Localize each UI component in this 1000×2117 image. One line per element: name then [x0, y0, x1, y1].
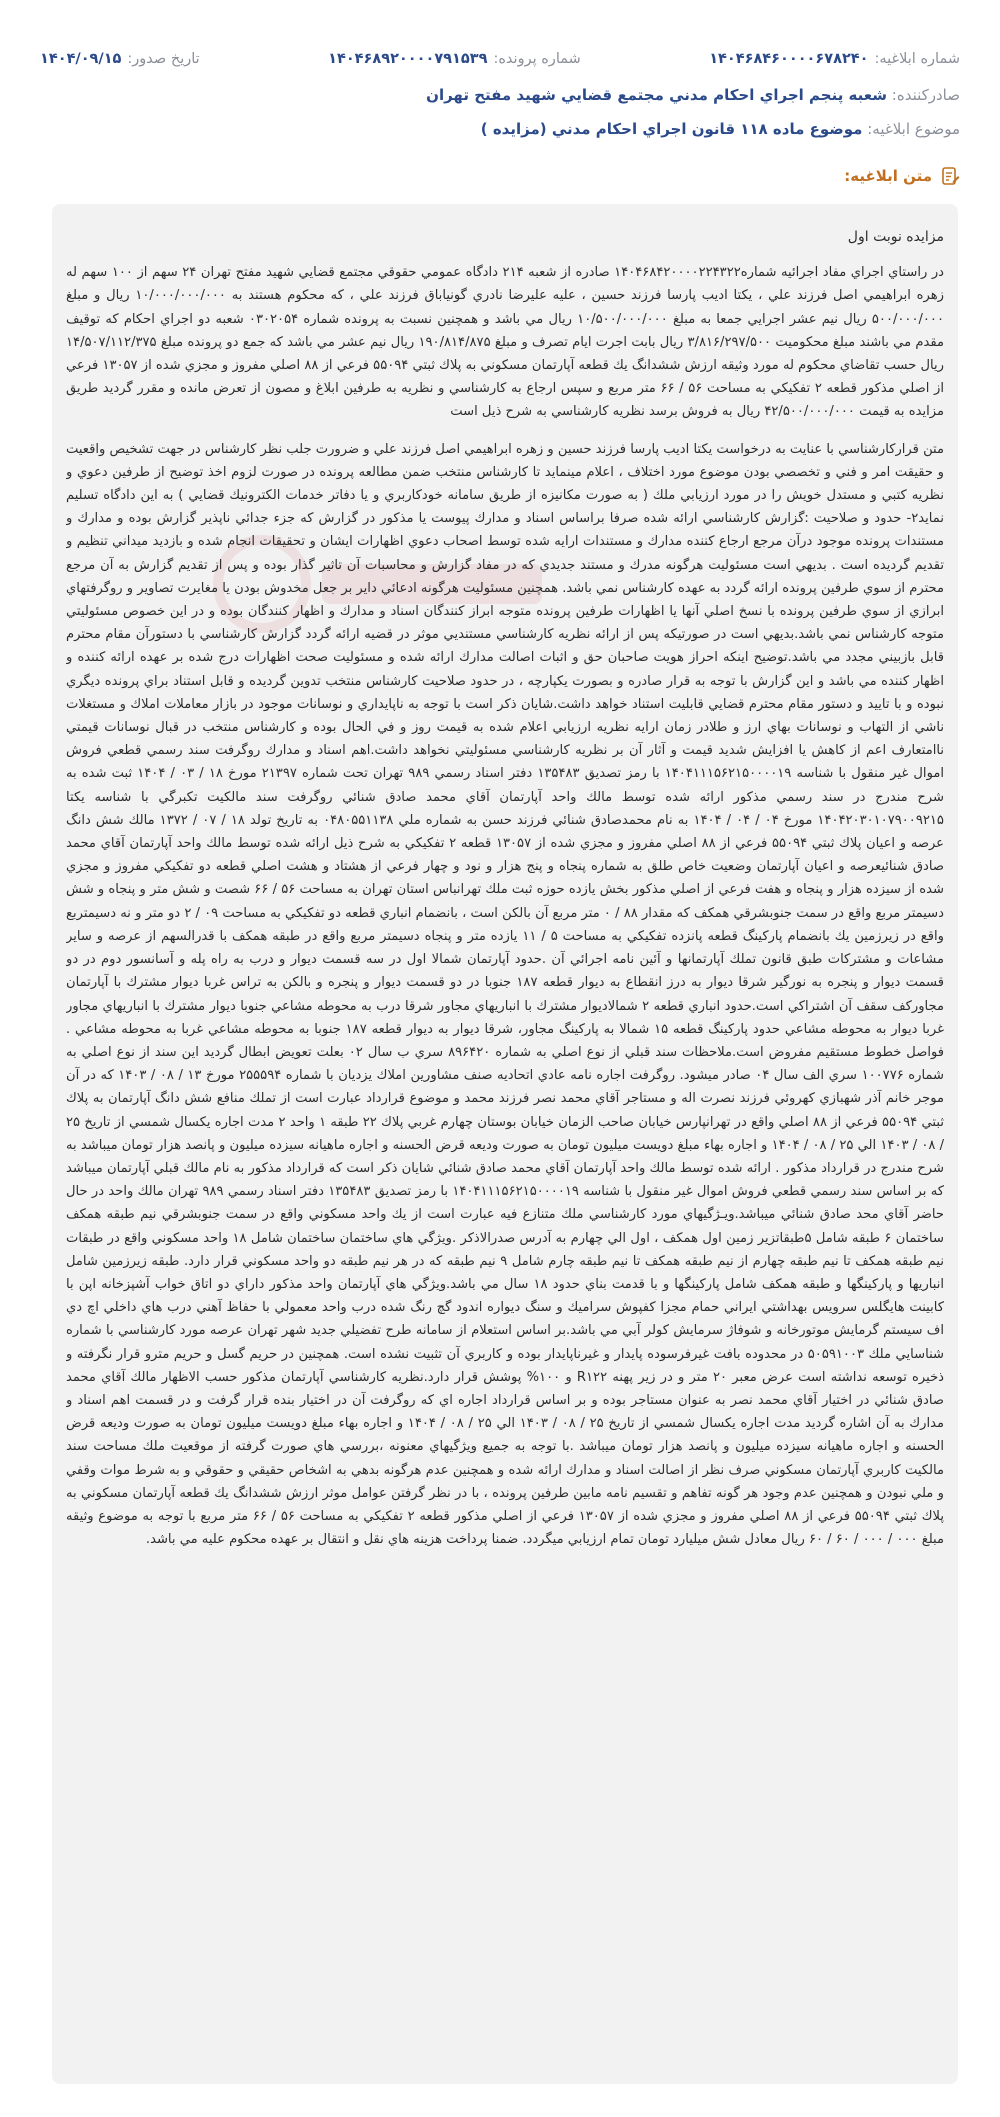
meta-row	[40, 46, 960, 72]
issuer-value: شعبه پنجم اجراي احكام مدني مجتمع قضايي شهيد مفتح تهران	[426, 86, 887, 104]
document-edit-icon	[940, 166, 960, 186]
issue-date-label: تاریخ صدور:	[127, 51, 200, 67]
subject-value: موضوع ماده ۱۱۸ قانون اجراي احكام مدني (مزايده )	[480, 120, 863, 138]
notice-text-title	[844, 166, 960, 186]
issue-date-value: ۱۴۰۴/۰۹/۱۵	[40, 51, 122, 67]
case-number-value: ۱۴۰۴۶۸۹۲۰۰۰۰۷۹۱۵۳۹	[328, 51, 488, 67]
notice-content-box	[52, 204, 958, 2084]
case-number	[328, 51, 581, 67]
issuer-row	[426, 86, 960, 104]
body-paragraph-2: متن قراركارشناسي با عنايت به درخواست يكتا اديب پارسا فرزند حسين و زهره ابراهيمي اصل فرزند علي و ضرورت جلب نظر كارشناس در جهت تشخيص واقعيت و حقيقت امر و فني و تخصصي بودن موضوع مورد اختلاف ، اعلام مينمايد تا كارشناس منتخب ضمن مطالعه پرونده در صورت لزوم اخذ توضيح از طرفين دعوي و نظريه كتبي و مستدل خويش را در مورد ارزيابي ملك ( به صورت مكانيزه از طريق سامانه خودكاربري و يا دفاتر خدمات الكترونيك قضايي ) به اين دادگاه تسليم نمايد۲- حدود و صلاحيت :گزارش كارشناسي ارائه شده صرفا براساس اسناد و مدارك پيوست يا مذكور در گزارش كه جزء جدائي ناپذير گزارش بوده و مدارك و مستندات پرونده موجود درآن مرجع ارجاع كننده مدارك و مستندات ارايه شده توسط اصحاب دعوي اظهارات ايشان و تحقيقات انجام شده و بازديد ميداني تنظيم و تقديم گرديده است . بديهي است مسئوليت هرگونه مدرك و مستند جديدي كه در مفاد گزارش و محاسبات آن تاثير گذار بوده و پس از تقديم گزارش به آن مرجع محترم از سوي طرفين پرونده ارائه گردد به عهده كارشناس نمي باشد. همچنين مسئوليت هرگونه ادعائي داير بر جعل مخدوش بودن يا مغايرت تصاوير و روگرفتهاي ابرازي از سوي طرفين پرونده با نسخ اصلي آنها يا اظهارات طرفين پرونده متوجه ابراز كنندگان اسناد و مدارك و اظهار كنندگان بوده و در اين خصوص مسئوليتي متوجه كارشناس نمي باشد.بديهي است در صورتيكه پس از ارائه نظريه كارشناسي مستنديي موثر در قضيه ارائه گردد گزارش كارشناسي با دستورآن مقام محترم قابل بازبيني مجدد مي باشد.توضيح اينكه احراز هويت صاحبان حق و اثبات اصالت مدارك ارائه شده و مسئوليت صحت اظهارات درج شده بر عهده ارائه كننده و اظهار كننده مي باشد و اين گزارش با توجه به قرار صادره و بصورت يكپارچه ، در حدود صلاحيت كارشناس منتخب تدوين گرديده و قابل استناد براي پرونده ديگري نبوده و با تاييد و دستور مقام محترم قضايي قابليت استناد خواهد داشت.شايان ذكر است با توجه به ناپايداري و نوسانات موجود در بازار معاملات املاك و مستغلات ناشي از التهاب و نوسانات بهاي ارز و طلادر زمان ارايه نظريه ارزيابي اعلام شده به قيمت روز و في الحال بوده و كارشناس منتخب در قبال نوسانات قيمتي ناامتعارف اعم از كاهش يا افزايش شديد قيمت و آثار آن بر نظريه كارشناسي مسئوليتي نخواهد داشت.اهم اسناد و مدارك روگرفت سند رسمي قطعي فروش اموال غير منقول با شناسه ۱۴۰۴۱۱۱۵۶۲۱۵۰۰۰۰۱۹ با رمز تصديق ۱۳۵۴۸۳ دفتر اسناد رسمي ۹۸۹ تهران تحت شماره ۲۱۳۹۷ مورخ ۱۸ / ۰۳ / ۱۴۰۴ ثبت شده به شرح مندرج در سند رسمي مذكور ارائه شده توسط مالك واحد آپارتمان آقاي محمد صادق شنائي روگرفت سند مالكيت تكبرگي با شناسه يكتا ۱۴۰۴۲۰۳۰۱۰۷۹۰۰۹۲۱۵ مورخ ۰۴ / ۰۴ / ۱۴۰۴ به نام محمدصادق شنائي فرزند حسن به شماره ملي ۰۴۸۰۵۵۱۱۳۸ به تاريخ تولد ۱۸ / ۰۷ / ۱۳۷۲ مالك شش دانگ عرصه و اعيان پلاك ثبتي ۵۵۰۹۴ فرعي از ۸۸ اصلي مفروز و مجزي شده از ۱۳۰۵۷ قطعه ۲ تفكيكي به شرح ذيل ارائه شده توسط مالك واحد آپارتمان آقاي محمد صادق شنائيعرصه و اعيان آپارتمان وضعيت خاص طلق به شماره پنجاه و پنج هزار و نود و چهار فرعي از هشتاد و هشت اصلي قطعه دو تفكيكي مفروز و مجزي شده از سيزده هزار و پنجاه و هفت فرعي از اصلي مذكور بخش يازده حوزه ثبت ملك تهرانباس استان تهران به مساحت ۵۶ / ۶۶ شصت و شش متر و پنجاه و شش دسيمتر مربع واقع در سمت جنوبشرقي همكف كه مقدار ۸۸ / ۰ متر مربع آن بالكن است ، بانضمام انباري قطعه دو تفكيكي به مساحت ۰۹ / ۲ دو متر و نه دسيمتربع واقع در زيرزمين يك بانضمام پاركينگ قطعه پانزده تفكيكي به مساحت ۵ / ۱۱ يازده متر و پنجاه دسيمتر مربع واقع در طبقه همكف با قدرالسهم از عرصه و ساير مشاعات و مشتركات طبق قانون تملك آپارتمانها و آئين نامه اجرائي آن .حدود آپارتمان شمالا اول در سه قسمت ديوار و درب به راه پله و آسانسور دوم در دو قسمت ديوار و پنجره به نورگير شرقا ديوار به درز انقطاع به ديوار قطعه ۱۸۷ جنوبا در دو قسمت ديوار و پنجره و بالكن به تراس غربا ديوار مشترك با آپارتمان مجاوركف سقف آن اشتراكي است.حدود انباري قطعه ۲ شمالاديوار مشترك با انباريهاي مجاور شرقا درب به محوطه مشاعي جنوبا ديوار مشترك با انباريهاي مجاور غربا ديوار به محوطه مشاعي حدود پاركينگ قطعه ۱۵ شمالا به پاركينگ مجاور، شرقا ديوار به ديوار قطعه ۱۸۷ جنوبا به محوطه مشاعي غربا به محوطه مشاعي . فواصل خطوط مستقيم مفروض است.ملاحظات سند قبلي از نوع اصلي به شماره ۸۹۶۴۲۰ سري ب سال ۰۲ بعلت تعويض ابطال گرديد اين سند از نوع اصلي به شماره ۱۰۰۷۷۶ سري الف سال ۰۴ صادر ميشود. روگرفت اجاره نامه عادي اتحاديه صنف مشاورين املاك يزديان با شماره ۲۵۵۵۹۴ مورخ ۱۳ / ۰۸ / ۱۴۰۳ كه در آن موجر خانم آذر شهبازي كهروئي فرزند نصرت اله و مستاجر آقاي محمد نصر فرزند محمد و موضوع قرارداد عبارت است از تملك منافع شش دانگ آپارتمان به پلاك ثبتي ۵۵۰۹۴ فرعي از ۸۸ اصلي واقع در تهرانپارس خيابان صاحب الزمان خيابان بوستان چهارم غربي پلاك ۲۲ طبقه ۱ واحد ۲ مدت اجاره يكسال شمسي از تاريخ ۲۵ / ۰۸ / ۱۴۰۳ الي ۲۵ / ۰۸ / ۱۴۰۴ و اجاره بهاء مبلغ دويست ميليون تومان به صورت وديعه قرض الحسنه و اجاره ماهيانه سيزده ميليون و پانصد هزار تومان ميباشد به شرح مندرج در قرارداد مذكور . ارائه شده توسط مالك واحد آپارتمان آقاي محمد صادق شنائي شايان ذكر است كه قرارداد مذكور به نام مالك قبلي آپارتمان ميباشد كه بر اساس سند رسمي قطعي فروش اموال غير منقول با شناسه ۱۴۰۴۱۱۱۵۶۲۱۵۰۰۰۰۱۹ با رمز تصديق ۱۳۵۴۸۳ دفتر اسناد رسمي ۹۸۹ تهران مالك واحد در حال حاضر آقاي محد صادق شنائي ميباشد.ويـژگيهاي مورد كارشناسي ملك متنازع فيه عبارت است از يك واحد مسكوني واقع در سمت جنوبشرقي نيم طبقه همكف ساختمان ۶ طبقه شامل ۵طبقاتزير زمين اول همكف ، اول الي چهارم به آدرس صدرالاذكر .ويژگي هاي ساختمان ساختمان شامل ۱۸ واحد مسكوني واقع در طبقات نيم طبقه همكف تا نيم طبقه چهارم از نيم طبقه همكف تا نيم طبقه چارم شامل ۹ نيم طبقه كه در هر نيم طبقه دو واحد مسكوني قرار دارد. طبقه زيرزمين شامل انباريها و پاركينگها و طبقه همكف شامل پاركينگها و با قدمت بناي حدود ۱۸ سال مي باشد.ويژگي هاي آپارتمان واحد مذكور داراي دو اتاق خواب آشپزخانه اپن با كابينت هايگلس سرويس بهداشتي ايراني حمام مجزا كفپوش سراميك و سنگ ديواره اندود گچ رنگ شده درب واحد معمولي با حفاظ آهني درب هاي داخلي اچ دي اف سيستم گرمايش موتورخانه و شوفاژ سرمايش كولر آبي مي باشد.بر اساس استعلام از سامانه طرح تفضيلي جديد شهر تهران عرصه مورد كارشناسي با شماره شناسايي ملك ۵۰۵۹۱۰۰۳ در محدوده بافت غيرفرسوده پايدار و غيرناپايدار بوده و كاربري آن تثبيت نشده است. همچنين در حريم گسل و حريم مترو قرار نگرفته و ذخيره توسعه نداشته است عرض معبر ۲۰ متر و در زير پهنه R۱۲۲ و ۱۰۰% پوشش قرار دارد.نظريه كارشناسي آپارتمان مذكور حسب الاظهار مالك آقاي محمد صادق شنائي در اختيار آقاي محمد نصر به عنوان مستاجر بوده و بر اساس قرارداد اجاره اي كه روگرفت آن در اختيار بنده قرار گرفت و در قسمت اهم اسناد و مدارك به آن اشاره گرديد مدت اجاره يكسال شمسي از تاريخ ۲۵ / ۰۸ / ۱۴۰۳ الي ۲۵ / ۰۸ / ۱۴۰۴ و اجاره بهاء مبلغ دويست ميليون تومان به صورت وديعه قرض الحسنه و اجاره ماهيانه سيزده ميليون و پانصد هزار تومان ميباشد .با توجه به جميع ويژگيهاي معنونه ،بررسي هاي صورت گرفته از موقعيت ملك مساحت سند مالكيت كاربري آپارتمان مسكوني صرف نظر از اصالت اسناد و مدارك ارائه شده و همچنين عدم هرگونه بدهي به اشخاص حقيقي و حقوقي و به شرط موات وقفي و ملي نبودن و همچنين عدم وجود هر گونه تفاهم و تقسيم نامه مابين طرفين پرونده ، با در نظر گرفتن عوامل موثر ارزش ششدانگ يك قطعه آپارتمان مسكوني به پلاك ثبتي ۵۵۰۹۴ فرعي از ۸۸ اصلي مفروز و مجزي شده از ۱۳۰۵۷ فرعي از اصلي مذكور قطعه ۲ تفكيكي به مساحت ۵۶ / ۶۶ متر مربع با توجه به موضوع وثيقه مبلغ ۰۰۰ / ۰۰۰ / ۶۰ / ۶۰ ريال معادل شش ميليارد تومان تمام ارزيابي ميگردد. ضمنا پرداخت هزينه هاي نقل و انتقال بر عهده محكوم عليه مي باشد.	[66, 441, 944, 1548]
notice-number-label: شماره ابلاغیه:	[874, 51, 960, 67]
body-heading: مزايده نوبت اول	[847, 229, 944, 245]
notice-number-value: ۱۴۰۴۶۸۴۶۰۰۰۰۶۷۸۲۴۰	[709, 51, 869, 67]
issuer-label: صادرکننده:	[891, 86, 960, 104]
notice-number	[709, 51, 960, 67]
case-number-label: شماره پرونده:	[493, 51, 581, 67]
notice-body	[66, 218, 944, 2070]
subject-label: موضوع ابلاغیه:	[867, 120, 960, 138]
issue-date	[40, 51, 200, 67]
subject-row	[481, 120, 960, 138]
body-paragraph-1: در راستاي اجراي مفاد اجرائيه شماره۱۴۰۴۶۸۴۲۰۰۰۰۲۲۴۳۲۲ صادره از شعبه ۲۱۴ دادگاه عمومي حقوقي مجتمع قضايي شهيد مفتح تهران ۲۴ سهم از ۱۰۰ سهم له زهره ابراهيمي اصل فرزند علي ، يكتا اديب پارسا فرزند حسين ، عليه عليرضا نادري گونياباق فرزند علي ، كه محكوم هستند به ۱۰/۰۰۰/۰۰۰/۰۰۰ ريال و مبلغ ۵۰۰/۰۰۰/۰۰۰ ريال نيم عشر اجرايي جمعا به مبلغ ۱۰/۵۰۰/۰۰۰/۰۰۰ ريال مي باشد و همچنين نسبت به پرونده شماره ۰۳۰۲۰۵۴ شعبه دو اجراي احكام كه توقيف مقدم مي باشند مبلغ محكوميت ۳/۸۱۶/۲۹۷/۵۰۰ ريال بابت اجرت ايام تصرف و مبلغ ۱۹۰/۸۱۴/۸۷۵ ريال نيم عشر مي باشد كه جمع دو پرونده مبلغ ۱۴/۵۰۷/۱۱۲/۳۷۵ ريال حسب تقاضاي محكوم له مورد وثيقه ارزش ششدانگ يك قطعه آپارتمان مسكوني به پلاك ثبتي ۵۵۰۹۴ فرعي از ۸۸ اصلي مفروز و مجزي شده از ۱۳۰۵۷ فرعي از اصلي مذكور قطعه ۲ تفكيكي به مساحت ۵۶ / ۶۶ متر مربع و سپس ارجاع به كارشناسي و نظريه به طرفين ابلاغ و مصون از تعرض مانده و مقرر گرديد طريق مزايده به قيمت ۴۲/۵۰۰/۰۰۰/۰۰۰ ريال به فروش برسد نظريه كارشناسي به شرح ذيل است	[66, 265, 944, 420]
notice-text-label: متن ابلاغیه:	[844, 167, 932, 185]
notice-header	[0, 0, 1000, 190]
